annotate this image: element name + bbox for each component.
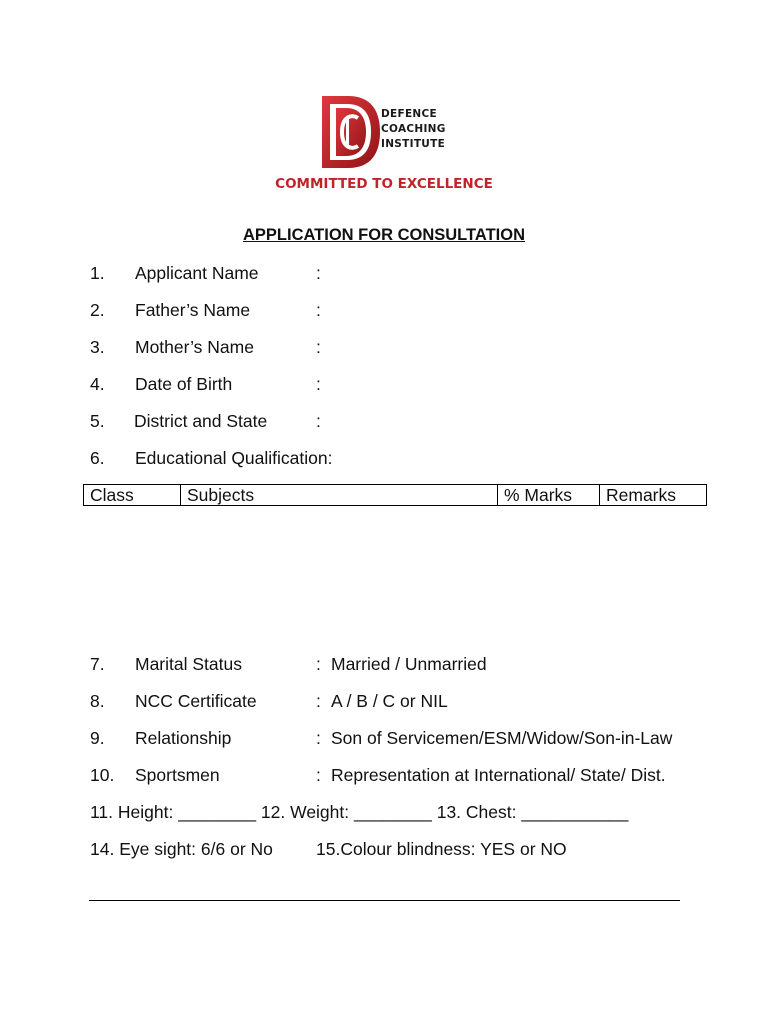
field-label: District and State	[134, 411, 268, 431]
field-number: 9.	[90, 728, 105, 748]
column-header-class: Class	[84, 485, 181, 506]
field-options: Son of Servicemen/ESM/Widow/Son-in-Law	[331, 728, 673, 748]
field-number: 7.	[90, 654, 105, 674]
column-header-subjects: Subjects	[181, 485, 498, 506]
field-number: 10.	[90, 765, 115, 785]
logo-line-coaching: COACHING	[381, 123, 446, 135]
column-header-remarks: Remarks	[600, 485, 707, 506]
field-label: Sportsmen	[135, 765, 220, 785]
field-number: 1.	[90, 263, 105, 283]
field-label: Educational Qualification:	[135, 448, 333, 468]
field-separator: :	[316, 374, 321, 394]
field-separator: :	[316, 263, 321, 283]
logo-wordmark	[381, 107, 446, 152]
field-options: Representation at International/ State/ Dist.	[331, 765, 666, 785]
field-number: 2.	[90, 300, 105, 320]
tagline: COMMITTED TO EXCELLENCE	[275, 176, 493, 192]
field-number: 3.	[90, 337, 105, 357]
field-separator: :	[316, 765, 321, 785]
logo-line-defence: DEFENCE	[381, 108, 437, 120]
field-separator: :	[316, 337, 321, 357]
field-label: Date of Birth	[135, 374, 233, 394]
field-separator: :	[316, 411, 321, 431]
field-options: A / B / C or NIL	[331, 691, 448, 711]
field-label: Marital Status	[135, 654, 242, 674]
field-label: Applicant Name	[135, 263, 259, 283]
table-header-row	[84, 485, 707, 506]
eyesight-field[interactable]: 14. Eye sight: 6/6 or No	[90, 839, 273, 859]
logo-line-institute: INSTITUTE	[381, 138, 446, 150]
field-label: Relationship	[135, 728, 232, 748]
field-separator: :	[316, 300, 321, 320]
field-number: 4.	[90, 374, 105, 394]
field-number: 5.	[90, 411, 105, 431]
form-title: APPLICATION FOR CONSULTATION	[242, 226, 525, 244]
field-label: NCC Certificate	[135, 691, 257, 711]
field-number: 8.	[90, 691, 105, 711]
field-number: 6.	[90, 448, 105, 468]
field-label: Father’s Name	[135, 300, 251, 320]
field-separator: :	[316, 654, 321, 674]
qualification-table	[83, 484, 707, 506]
column-header-marks: % Marks	[498, 485, 600, 506]
measurements-line[interactable]: 11. Height: ________ 12. Weight: ________ 13. Chest: ___________	[90, 802, 629, 822]
field-options: Married / Unmarried	[331, 654, 487, 674]
field-label: Mother’s Name	[135, 337, 254, 357]
colour-blindness-field[interactable]: 15.Colour blindness: YES or NO	[316, 839, 567, 859]
field-separator: :	[316, 728, 321, 748]
field-separator: :	[316, 691, 321, 711]
bottom-rule	[89, 900, 680, 901]
